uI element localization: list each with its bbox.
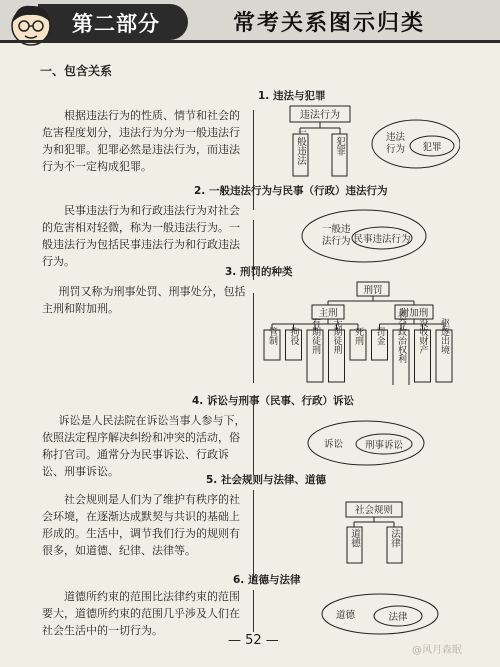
- inner-label: 法律: [388, 612, 408, 623]
- column-divider: [253, 405, 254, 475]
- punishment-leaf-label: 有期徒刑: [310, 318, 320, 354]
- column-divider: [253, 590, 254, 632]
- item-title: 1. 违法与犯罪: [258, 90, 326, 102]
- inner-label: 刑事诉讼: [364, 440, 404, 451]
- inner-label: 犯罪: [422, 142, 442, 153]
- punishment-leaf-label: 死刑: [353, 327, 363, 345]
- column-divider: [253, 490, 254, 580]
- outer-label: 诉讼: [324, 439, 344, 450]
- item-title: 2. 一般违法行为与民事（行政）违法行为: [194, 185, 388, 197]
- main-punishment-label: 主刑: [318, 308, 338, 319]
- punishment-leaf-label: 管制: [267, 327, 277, 345]
- morality-law-diagram: [320, 592, 440, 636]
- outer-label-line1: 违法: [386, 132, 406, 143]
- punishment-types-tree: [262, 280, 462, 385]
- watermark: @风月森眠: [412, 645, 462, 656]
- outer-label-line1: 一般违: [322, 224, 351, 235]
- outer-label: 道德: [336, 610, 356, 621]
- tree-child-label-a: 道德: [349, 528, 360, 548]
- tree-root-label: 刑罚: [363, 285, 383, 296]
- social-rules-tree: [336, 500, 416, 570]
- punishment-leaf-label: 无期徒刑: [331, 318, 342, 354]
- tree-root-label: 社会规则: [354, 505, 394, 516]
- item-text: 诉讼是人民法院在诉讼当事人参与下，依照法定程序解决纠纷和冲突的活动，俗称打官司。通常分为民事诉讼、行政诉讼、刑事诉讼。: [42, 414, 246, 478]
- tree-child-label-b: 法律: [389, 528, 400, 548]
- column-divider: [253, 293, 254, 383]
- general-civil-violation-diagram: [300, 208, 430, 266]
- punishment-leaf-label: 驱逐出境: [439, 318, 449, 354]
- violation-crime-diagram: [270, 104, 460, 178]
- punishment-leaf-label: 罚金: [374, 327, 385, 345]
- page-header: [0, 0, 500, 52]
- item-title: 6. 道德与法律: [233, 574, 301, 586]
- section-heading: 一、包含关系: [40, 64, 113, 78]
- page-number: — 52 —: [228, 633, 279, 648]
- page-title: 常考关系图示归类: [233, 11, 426, 36]
- punishment-leaf-label: 拘役: [288, 327, 299, 345]
- punishment-leaf-label: 没收财产: [417, 318, 428, 354]
- item-title: 5. 社会规则与法律、道德: [206, 474, 326, 486]
- item-title: 4. 诉讼与刑事（民事、行政）诉讼: [192, 395, 354, 407]
- outer-label-line2: 法行为: [322, 236, 351, 247]
- item-text: 根据违法行为的性质、情节和社会的危害程度划分，违法行为分为一般违法行为和犯罪。犯罪必然是违法行为，而违法行为不一定构成犯罪。: [42, 109, 240, 173]
- item-text: 民事违法行为和行政违法行为对社会的危害相对轻微，称为一般违法行为。一般违法行为包括民事违法行为和行政违法行为。: [42, 204, 240, 268]
- inner-label: 民事违法行为: [353, 234, 411, 245]
- item-text: 刑罚又称为刑事处罚、刑事处分，包括主刑和附加刑。: [42, 285, 246, 315]
- tree-child-label-b: 犯罪: [334, 136, 345, 156]
- tree-root-label: 违法行为: [300, 110, 340, 121]
- item-title: 3. 刑罚的种类: [225, 266, 293, 278]
- part-label: 第二部分: [72, 12, 160, 36]
- outer-label-line2: 行为: [386, 144, 406, 155]
- litigation-diagram: [306, 418, 426, 468]
- item-text: 道德所约束的范围比法律约束的范围要大，道德所约束的范围几乎涉及人们在社会生活中的一切行为。: [42, 590, 240, 637]
- item-text: 社会规则是人们为了维护有秩序的社会环境，在逐渐达成默契与共识的基础上形成的。生活中，调节我们行为的规则有很多，如道德、纪律、法律等。: [42, 493, 240, 557]
- additional-punishment-label: 附加刑: [399, 308, 429, 319]
- punishment-leaf-label: 剥夺政治权利: [396, 309, 406, 363]
- tree-child-label-a: 一般违法: [295, 127, 306, 165]
